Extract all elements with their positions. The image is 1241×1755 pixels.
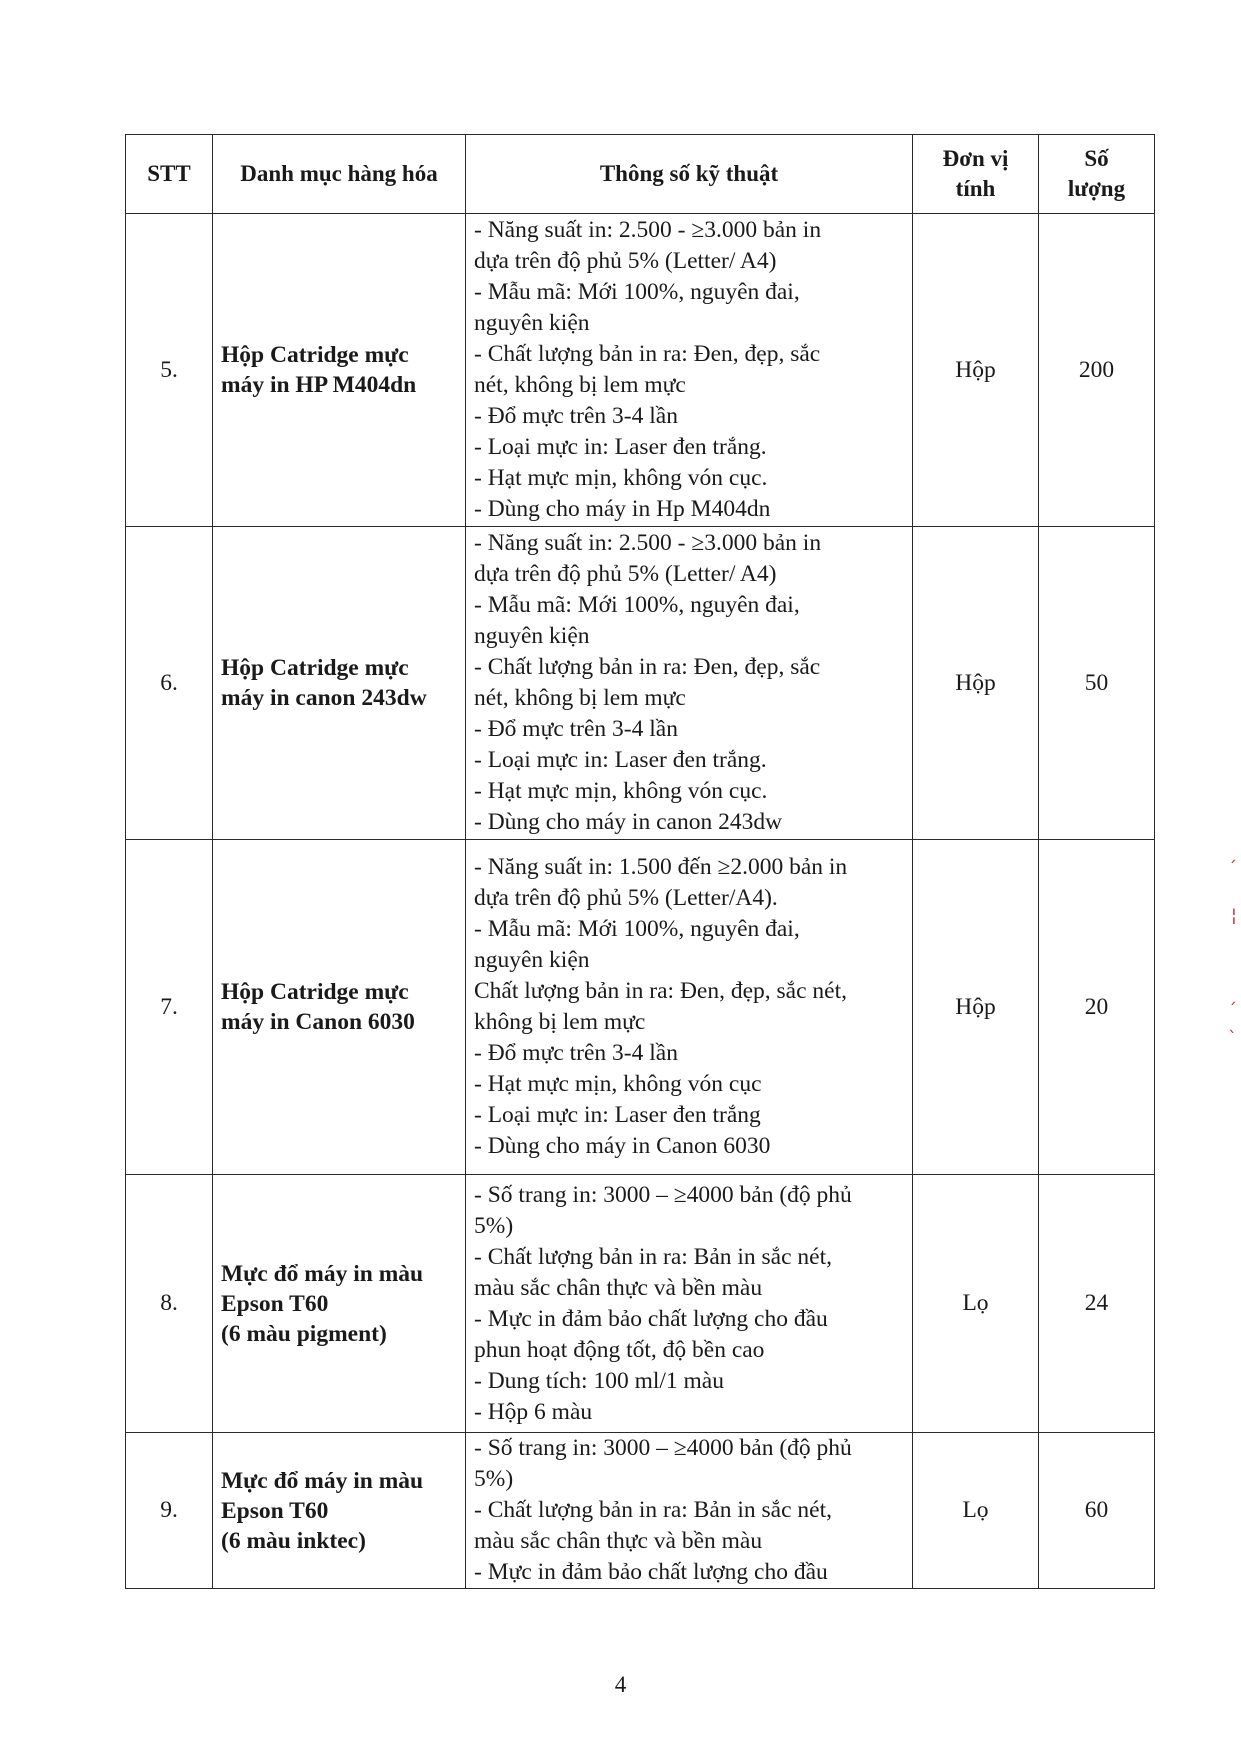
spec-line: - Đổ mực trên 3-4 lần bbox=[474, 716, 678, 742]
header-spec: Thông số kỹ thuật bbox=[466, 135, 913, 214]
spec-line: 5%) bbox=[474, 1212, 514, 1239]
spec-line: - Mẫu mã: Mới 100%, nguyên đai, bbox=[474, 592, 800, 618]
spec-line: - Số trang in: 3000 – ≥4000 bản (độ phủ bbox=[474, 1181, 852, 1208]
spec-line: nguyên kiện bbox=[474, 310, 590, 336]
header-unit-line: Đơn vị bbox=[942, 146, 1009, 171]
row-unit: Hộp bbox=[913, 527, 1039, 840]
header-qty bbox=[1039, 135, 1155, 214]
spec-line: Chất lượng bản in ra: Đen, đẹp, sắc nét, bbox=[474, 978, 847, 1004]
row-unit: Lọ bbox=[913, 1433, 1039, 1589]
spec-line: - Hạt mực mịn, không vón cục bbox=[474, 1071, 762, 1097]
spec-line: - Dung tích: 100 ml/1 màu bbox=[474, 1367, 724, 1394]
spec-line: - Mực in đảm bảo chất lượng cho đầu bbox=[474, 1559, 828, 1585]
row-spec bbox=[466, 840, 913, 1175]
spec-line: - Chất lượng bản in ra: Bản in sắc nét, bbox=[474, 1497, 832, 1523]
row-quantity: 50 bbox=[1039, 527, 1155, 840]
item-name-line: Hộp Catridge mực bbox=[221, 979, 409, 1005]
item-name-line: (6 màu inktec) bbox=[221, 1527, 366, 1554]
row-stt: 9. bbox=[126, 1433, 213, 1589]
spec-line: - Số trang in: 3000 – ≥4000 bản (độ phủ bbox=[474, 1435, 852, 1461]
spec-line: - Loại mực in: Laser đen trắng. bbox=[474, 747, 767, 773]
row-unit: Hộp bbox=[913, 840, 1039, 1175]
spec-line: - Dùng cho máy in Canon 6030 bbox=[474, 1133, 771, 1159]
header-stt: STT bbox=[126, 135, 213, 214]
header-qty-line: lượng bbox=[1067, 176, 1126, 201]
row-stt: 7. bbox=[126, 840, 213, 1175]
spec-line: - Chất lượng bản in ra: Đen, đẹp, sắc bbox=[474, 341, 821, 367]
table-row bbox=[126, 840, 1155, 1175]
item-name-line: Hộp Catridge mực bbox=[221, 342, 409, 368]
spec-line: - Chất lượng bản in ra: Bản in sắc nét, bbox=[474, 1243, 832, 1270]
row-stt: 5. bbox=[126, 214, 213, 527]
item-name-line: Hộp Catridge mực bbox=[221, 655, 409, 681]
spec-line: 5%) bbox=[474, 1466, 514, 1492]
item-name-line: máy in Canon 6030 bbox=[221, 1009, 415, 1035]
spec-line: nguyên kiện bbox=[474, 947, 590, 973]
row-item-name bbox=[213, 1433, 466, 1589]
scan-mark: ˏ bbox=[1228, 985, 1237, 1006]
row-stt: 6. bbox=[126, 527, 213, 840]
row-unit: Hộp bbox=[913, 214, 1039, 527]
spec-line: màu sắc chân thực và bền màu bbox=[474, 1274, 763, 1301]
row-quantity: 20 bbox=[1039, 840, 1155, 1175]
spec-line: - Hạt mực mịn, không vón cục. bbox=[474, 465, 768, 491]
row-quantity: 200 bbox=[1039, 214, 1155, 527]
row-item-name bbox=[213, 527, 466, 840]
spec-line: - Mẫu mã: Mới 100%, nguyên đai, bbox=[474, 279, 800, 305]
spec-line: - Hộp 6 màu bbox=[474, 1398, 593, 1425]
spec-line: - Năng suất in: 2.500 - ≥3.000 bản in bbox=[474, 217, 822, 243]
spec-line: phun hoạt động tốt, độ bền cao bbox=[474, 1336, 765, 1363]
goods-table bbox=[125, 134, 1155, 1589]
row-item-name bbox=[213, 1175, 466, 1433]
spec-line: - Hạt mực mịn, không vón cục. bbox=[474, 778, 768, 804]
spec-line: dựa trên độ phủ 5% (Letter/ A4) bbox=[474, 248, 777, 274]
table-row bbox=[126, 1433, 1155, 1589]
row-spec bbox=[466, 527, 913, 840]
spec-line: - Năng suất in: 1.500 đến ≥2.000 bản in bbox=[474, 854, 848, 880]
row-spec bbox=[466, 214, 913, 527]
spec-line: không bị lem mực bbox=[474, 1009, 646, 1035]
header-unit-line: tính bbox=[955, 176, 996, 201]
spec-line: nét, không bị lem mực bbox=[474, 372, 686, 398]
spec-line: - Chất lượng bản in ra: Đen, đẹp, sắc bbox=[474, 654, 821, 680]
item-name-line: Epson T60 bbox=[221, 1290, 329, 1317]
scan-mark: ˏ bbox=[1228, 843, 1237, 864]
table-row bbox=[126, 527, 1155, 840]
scan-mark: ¦ bbox=[1230, 905, 1237, 926]
table-row bbox=[126, 214, 1155, 527]
row-unit: Lọ bbox=[913, 1175, 1039, 1433]
spec-line: - Đổ mực trên 3-4 lần bbox=[474, 1040, 678, 1066]
table-row bbox=[126, 1175, 1155, 1433]
spec-line: màu sắc chân thực và bền màu bbox=[474, 1528, 763, 1554]
row-quantity: 24 bbox=[1039, 1175, 1155, 1433]
page-number: 4 bbox=[614, 1672, 627, 1697]
row-spec bbox=[466, 1433, 913, 1589]
item-name-line: máy in HP M404dn bbox=[221, 372, 417, 398]
item-name-line: Mực đổ máy in màu bbox=[221, 1260, 424, 1287]
scan-mark: ˎ bbox=[1228, 1013, 1237, 1034]
header-qty-line: Số bbox=[1084, 146, 1109, 171]
spec-line: nguyên kiện bbox=[474, 623, 590, 649]
item-name-line: máy in canon 243dw bbox=[221, 685, 427, 711]
spec-line: dựa trên độ phủ 5% (Letter/A4). bbox=[474, 885, 778, 911]
item-name-line: Epson T60 bbox=[221, 1497, 329, 1524]
row-quantity: 60 bbox=[1039, 1433, 1155, 1589]
spec-line: nét, không bị lem mực bbox=[474, 685, 686, 711]
table-header-row bbox=[126, 135, 1155, 214]
header-unit bbox=[913, 135, 1039, 214]
spec-line: - Dùng cho máy in Hp M404dn bbox=[474, 496, 771, 522]
row-stt: 8. bbox=[126, 1175, 213, 1433]
spec-line: - Loại mực in: Laser đen trắng bbox=[474, 1102, 761, 1128]
spec-line: - Đổ mực trên 3-4 lần bbox=[474, 403, 678, 429]
item-name-line: Mực đổ máy in màu bbox=[221, 1467, 424, 1494]
spec-line: - Năng suất in: 2.500 - ≥3.000 bản in bbox=[474, 530, 822, 556]
row-item-name bbox=[213, 840, 466, 1175]
spec-line: - Mẫu mã: Mới 100%, nguyên đai, bbox=[474, 916, 800, 942]
spec-line: - Mực in đảm bảo chất lượng cho đầu bbox=[474, 1305, 828, 1332]
spec-line: - Loại mực in: Laser đen trắng. bbox=[474, 434, 767, 460]
header-name: Danh mục hàng hóa bbox=[213, 135, 466, 214]
spec-line: - Dùng cho máy in canon 243dw bbox=[474, 809, 783, 835]
row-spec bbox=[466, 1175, 913, 1433]
item-name-line: (6 màu pigment) bbox=[221, 1320, 387, 1347]
row-item-name bbox=[213, 214, 466, 527]
spec-line: dựa trên độ phủ 5% (Letter/ A4) bbox=[474, 561, 777, 587]
